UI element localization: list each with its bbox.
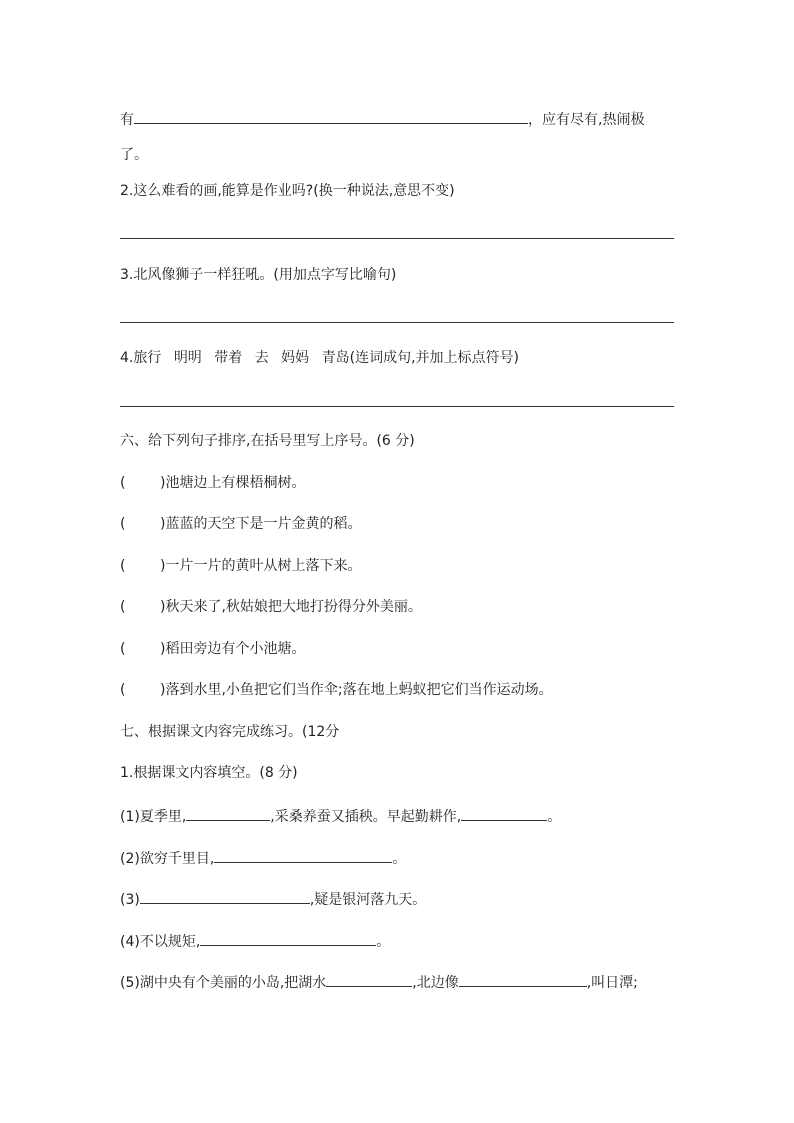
order-item-text: 落到水里,小鱼把它们当作伞;落在地上蚂蚁把它们当作运动场。 (165, 682, 553, 698)
order-item-text: 稻田旁边有个小池塘。 (165, 641, 306, 657)
order-blank[interactable]: ( (120, 475, 126, 491)
fill-blank[interactable] (326, 971, 412, 987)
fill-blank[interactable] (461, 805, 547, 821)
fill-2: (2)欲穷千里目, 。 (120, 847, 406, 869)
section7-sub: 1.根据课文内容填空。(8 分) (120, 765, 298, 781)
section6-heading: 六、给下列句子排序,在括号里写上序号。(6 分) (120, 433, 415, 449)
q4-label: 4.旅行 (120, 350, 162, 366)
order-item: ( )池塘边上有棵梧桐树。 (120, 475, 306, 491)
q1-blank[interactable] (134, 108, 528, 124)
order-item: ( )落到水里,小鱼把它们当作伞;落在地上蚂蚁把它们当作运动场。 (120, 682, 553, 698)
order-blank[interactable]: ( (120, 641, 126, 657)
q2-prompt: 2.这么难看的画,能算是作业吗?(换一种说法,意思不变) (120, 183, 455, 199)
q1-line (120, 108, 644, 130)
fill-4: (4)不以规矩, 。 (120, 930, 390, 952)
q1-cont: 了。 (120, 147, 148, 163)
order-blank[interactable]: ( (120, 599, 126, 615)
fill-blank[interactable] (214, 847, 392, 863)
order-blank[interactable]: ( (120, 682, 126, 698)
order-blank[interactable]: ( (120, 558, 126, 574)
q1-suffix: ，应有尽有,热闹极 (528, 112, 645, 128)
fill-blank[interactable] (459, 971, 587, 987)
fill-1: (1)夏季里, ,采桑养蚕又插秧。早起勤耕作, 。 (120, 805, 561, 827)
q3-prompt: 3.北风像狮子一样狂吼。(用加点字写比喻句) (120, 267, 397, 283)
q4-word: 妈妈 (281, 350, 310, 366)
q4-answer-line[interactable] (120, 406, 674, 407)
q4-word: 明明 (173, 350, 202, 366)
fill-blank[interactable] (200, 930, 376, 946)
q4-word: 去 (254, 350, 269, 366)
fill-blank[interactable] (186, 805, 270, 821)
q4-prompt (120, 348, 519, 368)
order-item: ( )一片一片的黄叶从树上落下来。 (120, 558, 362, 574)
fill-3: (3) ,疑是银河落九天。 (120, 888, 426, 910)
fill-5: (5)湖中央有个美丽的小岛,把湖水 ,北边像 ,叫日潭; (120, 971, 638, 993)
order-item: ( )秋天来了,秋姑娘把大地打扮得分外美丽。 (120, 599, 422, 615)
order-item: ( )蓝蓝的天空下是一片金黄的稻。 (120, 516, 362, 532)
order-item: ( )稻田旁边有个小池塘。 (120, 641, 306, 657)
order-item-text: 一片一片的黄叶从树上落下来。 (165, 558, 362, 574)
q4-word: 带着 (214, 350, 243, 366)
q2-answer-line[interactable] (120, 238, 674, 239)
order-item-text: 蓝蓝的天空下是一片金黄的稻。 (165, 516, 362, 532)
order-blank[interactable]: ( (120, 516, 126, 532)
q3-answer-line[interactable] (120, 322, 674, 323)
order-item-text: 秋天来了,秋姑娘把大地打扮得分外美丽。 (165, 599, 422, 615)
q4-last: 青岛(连词成句,并加上标点符号) (321, 350, 519, 366)
fill-blank[interactable] (140, 888, 310, 904)
section7-heading: 七、根据课文内容完成练习。(12分 (120, 724, 340, 740)
order-item-text: 池塘边上有棵梧桐树。 (165, 475, 306, 491)
q1-prefix: 有 (120, 112, 134, 128)
